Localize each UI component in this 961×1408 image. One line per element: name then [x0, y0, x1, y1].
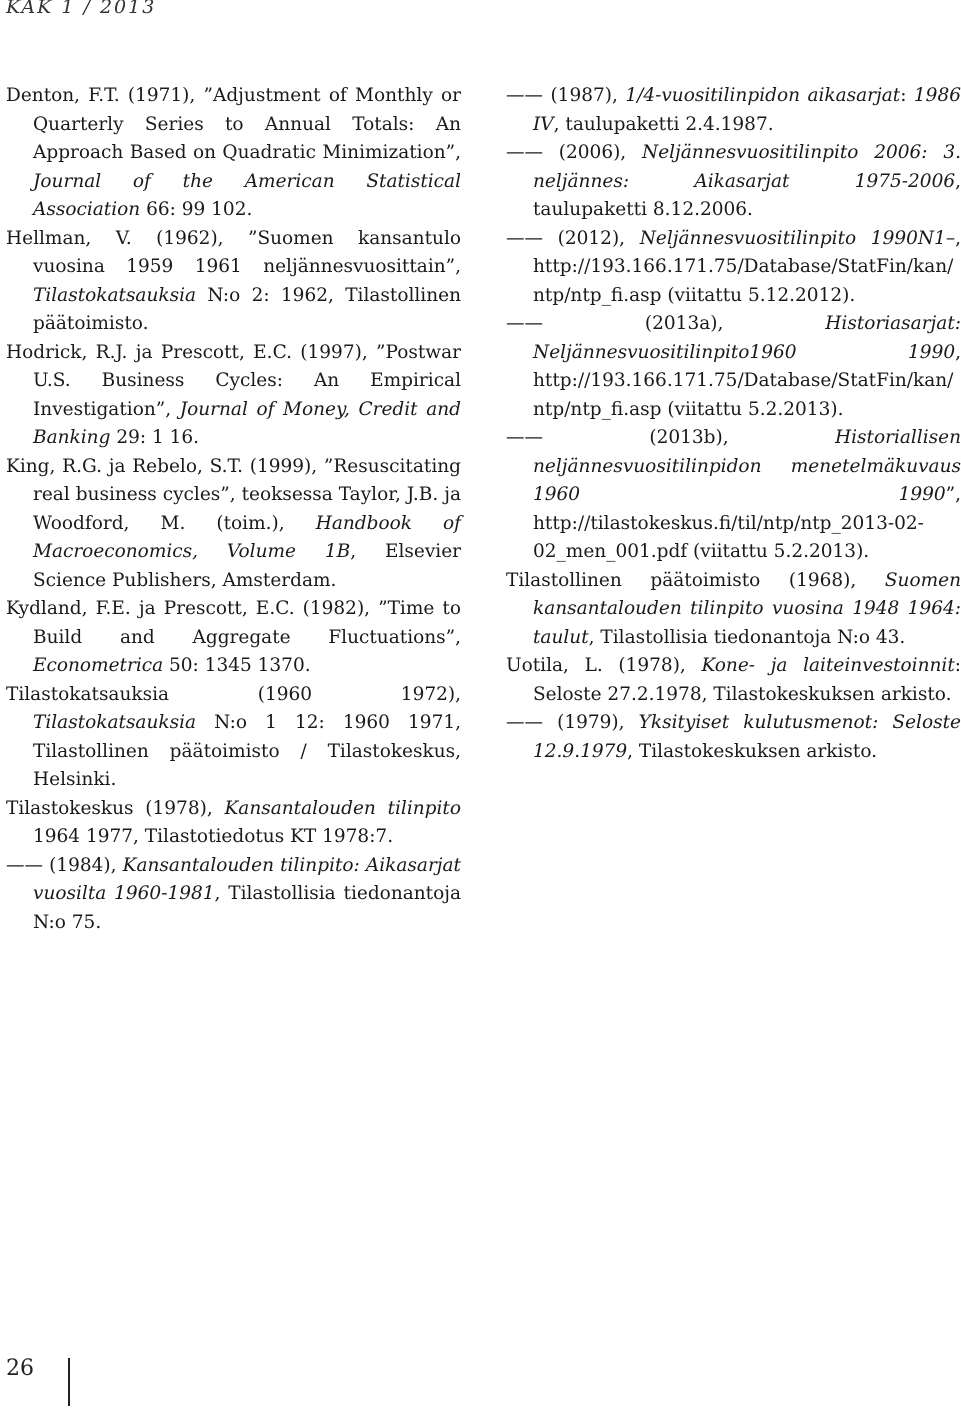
- reference-text: Uotila, L. (1978),: [506, 655, 702, 676]
- reference-text: 50: 1345 1370.: [163, 655, 311, 676]
- reference-text: 29: 1 16.: [110, 427, 200, 448]
- reference-text: , Tilastokeskuksen arkisto.: [627, 740, 878, 762]
- reference-entry: [506, 567, 961, 653]
- reference-title-italic: Handbook of Macroeconomics, Volume 1B: [33, 512, 461, 562]
- reference-entry: [6, 82, 461, 225]
- reference-entry: [6, 225, 461, 339]
- reference-entry: [506, 139, 961, 225]
- reference-text: , taulupaketti 8.12.2006.: [533, 170, 961, 220]
- reference-title-italic: 1/4-vuositilinpidon aikasarjat: [625, 85, 901, 106]
- reference-title-italic: Kone- ja laiteinvestoinnit: [701, 655, 955, 676]
- reference-entry: [506, 652, 961, 709]
- reference-title-italic: Neljännesvuositilinpito 2006: 3. neljännes: Aikasarjat 1975-2006: [533, 142, 961, 192]
- running-head: KAK 1 / 2013: [6, 0, 157, 18]
- reference-text: Tilastokatsauksia (1960 1972),: [6, 683, 461, 705]
- reference-text: Hellman, V. (1962), ”Suomen kansantulo vuosina 1959 1961 neljännesvuosittain”,: [6, 227, 461, 277]
- reference-title-italic: Kansantalouden tilinpito: [224, 797, 462, 819]
- reference-entry: [6, 453, 461, 596]
- reference-text: 66: 99 102.: [140, 199, 253, 220]
- reference-title-italic: Journal of the American Statistical Association: [33, 170, 461, 220]
- reference-text: —— (2013a),: [506, 313, 826, 334]
- reference-text: —— (1984),: [6, 854, 123, 876]
- reference-text: N:o 2: 1962, Tilastollinen päätoimisto.: [33, 284, 461, 334]
- reference-entry: [6, 795, 461, 852]
- page-number: 26: [6, 1356, 34, 1381]
- reference-entry: [6, 852, 461, 938]
- reference-entry: [506, 424, 961, 567]
- reference-entry: [6, 595, 461, 681]
- reference-entry: [506, 310, 961, 424]
- reference-text: 1964 1977, Tilastotiedotus KT 1978:7.: [33, 826, 394, 847]
- right-column: [506, 82, 961, 766]
- reference-title-italic: Kansantalouden tilinpito: Aikasarjat vuosilta 1960-1981: [33, 854, 461, 904]
- reference-text: Tilastokeskus (1978),: [6, 797, 225, 819]
- reference-title-italic: Suomen kansantalouden tilinpito vuosina 1948 1964: taulut: [533, 569, 961, 648]
- reference-text: , http://193.166.171.75/Database/StatFin/kan/ntp/ntp_fi.asp (viitattu 5.2.2013).: [533, 341, 961, 420]
- reference-entry: [506, 709, 961, 766]
- reference-title-italic: Journal of Money, Credit and Banking: [33, 398, 461, 448]
- reference-title-italic: Neljännesvuositilinpito 1990N1: [639, 227, 946, 249]
- reference-text: –, http://193.166.171.75/Database/StatFin/kan/ntp/ntp_fi.asp (viitattu 5.12.2012).: [533, 227, 961, 306]
- reference-title-italic: Historiasarjat: Neljännesvuositilinpito1960 1990: [533, 313, 961, 363]
- reference-text: —— (1987),: [506, 85, 626, 106]
- reference-text: , Tilastollisia tiedonantoja N:o 75.: [33, 883, 462, 933]
- reference-text: , taulupaketti 2.4.1987.: [553, 113, 774, 135]
- reference-entry: [6, 339, 461, 453]
- reference-text: —— (1979),: [506, 712, 639, 733]
- reference-title-italic: Tilastokatsauksia: [33, 712, 197, 733]
- reference-entry: [6, 681, 461, 795]
- reference-text: :: [900, 85, 914, 106]
- left-column: [6, 82, 461, 937]
- reference-text: Denton, F.T. (1971), ”Adjustment of Monthly or Quarterly Series to Annual Totals: An Approach Based on Quadratic Minimization”,: [6, 85, 461, 163]
- reference-text: N:o 1 12: 1960 1971, Tilastollinen päätoimisto / Tilastokeskus, Helsinki.: [33, 712, 461, 790]
- reference-text: Kydland, F.E. ja Prescott, E.C. (1982), ”Time to Build and Aggregate Fluctuations”,: [6, 598, 461, 648]
- reference-text: —— (2006),: [506, 142, 642, 163]
- reference-text: , Tilastollisia tiedonantoja N:o 43.: [588, 626, 906, 648]
- reference-text: —— (2012),: [506, 227, 640, 249]
- reference-text: ”, http://tilastokeskus.fi/til/ntp/ntp_2013-02-02_men_001.pdf (viitattu 5.2.2013).: [533, 484, 961, 562]
- reference-text: : Seloste 27.2.1978, Tilastokeskuksen arkisto.: [533, 655, 961, 705]
- page-number-rule: [68, 1358, 70, 1406]
- reference-title-italic: Yksityiset kulutusmenot: Seloste 12.9.1979: [533, 712, 961, 762]
- reference-text: —— (2013b),: [506, 427, 835, 448]
- reference-text: , Elsevier Science Publishers, Amsterdam.: [33, 541, 461, 591]
- reference-text: King, R.G. ja Rebelo, S.T. (1999), ”Resuscitating real business cycles”, teoksessa Taylor, J.B. ja Woodford, M. (toim.),: [6, 455, 461, 534]
- reference-title-italic: Tilastokatsauksia: [33, 284, 197, 306]
- reference-entry: [506, 225, 961, 311]
- reference-entry: [506, 82, 961, 139]
- reference-text: Tilastollinen päätoimisto (1968),: [506, 569, 885, 591]
- reference-text: Hodrick, R.J. ja Prescott, E.C. (1997), ”Postwar U.S. Business Cycles: An Empirical Investigation”,: [6, 341, 461, 420]
- reference-title-italic: Historiallisen neljännesvuositilinpidon menetelmäkuvaus 1960 1990: [533, 427, 961, 505]
- reference-title-italic: 1986 IV: [533, 85, 961, 135]
- reference-title-italic: Econometrica: [33, 655, 164, 676]
